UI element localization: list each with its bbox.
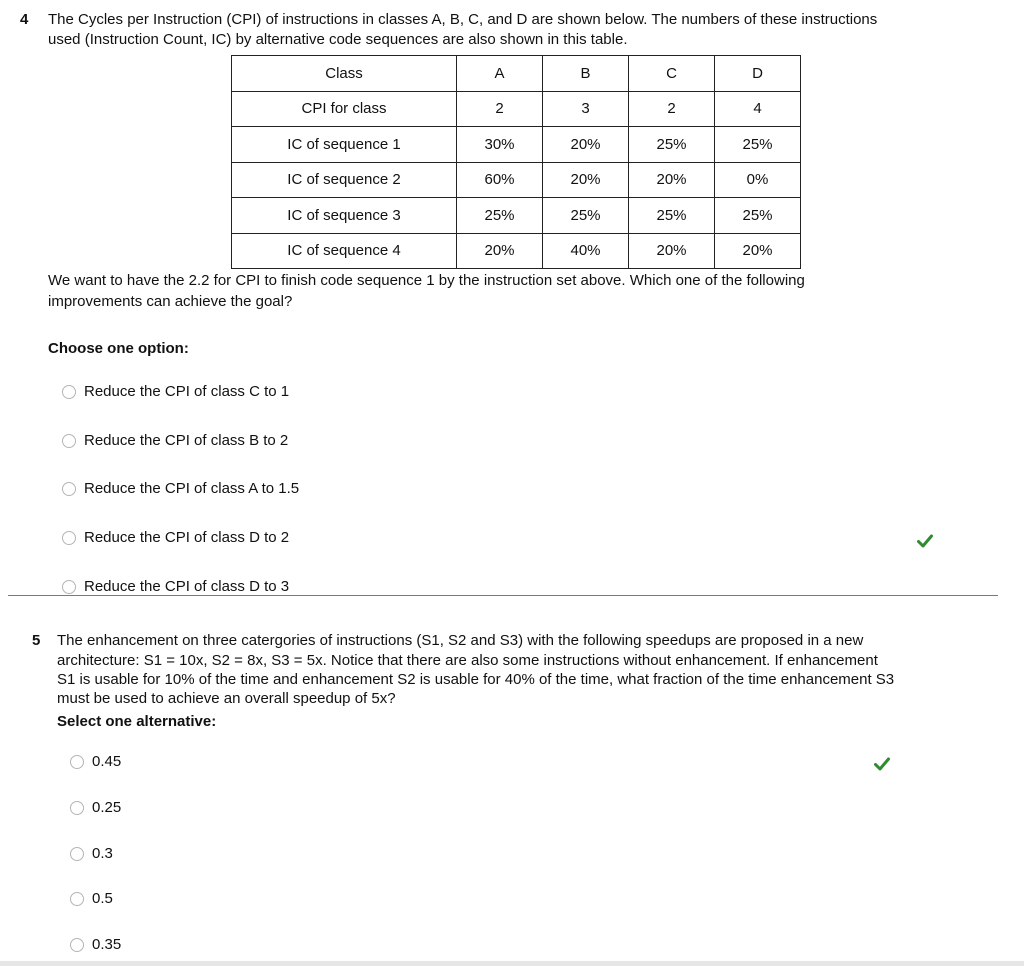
option-label: 0.5 <box>92 890 113 907</box>
option-label: 0.35 <box>92 936 122 953</box>
table-cell: 20% <box>457 233 543 269</box>
question-5-text-line-2: architecture: S1 = 10x, S2 = 8x, S3 = 5x. Notice that there are also some instructions without enhancement. If enhancement <box>57 652 878 669</box>
table-header-cell: D <box>715 56 801 92</box>
table-cell: CPI for class <box>232 91 457 127</box>
table-cell: 40% <box>543 233 629 269</box>
table-cell: IC of sequence 4 <box>232 233 457 269</box>
option-label: Reduce the CPI of class A to 1.5 <box>84 480 300 497</box>
table-row <box>232 91 801 127</box>
q4-option-3[interactable] <box>62 480 299 497</box>
table-cell: 20% <box>629 233 715 269</box>
table-cell: 60% <box>457 162 543 198</box>
table-header-cell: Class <box>232 56 457 92</box>
radio-icon[interactable] <box>62 531 76 545</box>
table-header-cell: B <box>543 56 629 92</box>
option-label: Reduce the CPI of class B to 2 <box>84 432 289 449</box>
question-4-text-line-1: The Cycles per Instruction (CPI) of instructions in classes A, B, C, and D are shown below. The numbers of these instructions <box>48 11 878 28</box>
option-label: 0.3 <box>92 845 113 862</box>
table-cell: 2 <box>629 91 715 127</box>
table-cell: 20% <box>543 162 629 198</box>
table-cell: 0% <box>715 162 801 198</box>
option-label: Reduce the CPI of class C to 1 <box>84 383 290 400</box>
table-row <box>232 233 801 269</box>
table-cell: IC of sequence 1 <box>232 127 457 163</box>
q5-option-2[interactable] <box>70 799 121 816</box>
table-header-cell: A <box>457 56 543 92</box>
table-row <box>232 127 801 163</box>
question-4-prompt: Choose one option: <box>48 340 189 357</box>
option-label: Reduce the CPI of class D to 2 <box>84 529 290 546</box>
radio-icon[interactable] <box>62 434 76 448</box>
question-5-number: 5 <box>32 632 41 649</box>
table-cell: 20% <box>543 127 629 163</box>
radio-icon[interactable] <box>62 580 76 594</box>
table-header-row <box>232 56 801 92</box>
question-4-followup-line-2: improvements can achieve the goal? <box>48 293 293 310</box>
question-4-number: 4 <box>20 11 29 28</box>
radio-icon[interactable] <box>62 385 76 399</box>
section-divider <box>8 595 998 596</box>
option-label: Reduce the CPI of class D to 3 <box>84 578 290 595</box>
check-icon <box>874 757 890 771</box>
option-label: 0.45 <box>92 753 122 770</box>
table-cell: IC of sequence 3 <box>232 198 457 234</box>
table-cell: 20% <box>629 162 715 198</box>
question-4-followup-line-1: We want to have the 2.2 for CPI to finish code sequence 1 by the instruction set above. Which one of the following <box>48 272 805 289</box>
table-header-cell: C <box>629 56 715 92</box>
question-5-text-line-3: S1 is usable for 10% of the time and enhancement S2 is usable for 40% of the time, what fraction of the time enhancement S3 <box>57 671 895 688</box>
radio-icon[interactable] <box>70 938 84 952</box>
radio-icon[interactable] <box>70 892 84 906</box>
q4-option-5[interactable] <box>62 578 289 595</box>
table-cell: 2 <box>457 91 543 127</box>
q4-option-1[interactable] <box>62 383 289 400</box>
table-cell: 3 <box>543 91 629 127</box>
table-cell: IC of sequence 2 <box>232 162 457 198</box>
option-label: 0.25 <box>92 799 122 816</box>
table-row <box>232 162 801 198</box>
radio-icon[interactable] <box>70 755 84 769</box>
cpi-table <box>231 55 801 269</box>
question-5-text-line-4: must be used to achieve an overall speedup of 5x? <box>57 690 396 707</box>
table-cell: 25% <box>629 198 715 234</box>
table-cell: 25% <box>629 127 715 163</box>
table-cell: 30% <box>457 127 543 163</box>
radio-icon[interactable] <box>70 801 84 815</box>
question-5-text-line-1: The enhancement on three catergories of instructions (S1, S2 and S3) with the following speedups are proposed in a new <box>57 632 864 649</box>
q4-option-4[interactable] <box>62 529 289 546</box>
q5-option-1[interactable] <box>70 753 121 770</box>
table-cell: 25% <box>543 198 629 234</box>
q5-option-3[interactable] <box>70 845 113 862</box>
q5-option-4[interactable] <box>70 890 113 907</box>
table-cell: 20% <box>715 233 801 269</box>
q5-option-5[interactable] <box>70 936 121 953</box>
question-5-prompt: Select one alternative: <box>57 713 217 730</box>
radio-icon[interactable] <box>62 482 76 496</box>
question-4-text-line-2: used (Instruction Count, IC) by alternative code sequences are also shown in this table. <box>48 31 628 48</box>
radio-icon[interactable] <box>70 847 84 861</box>
check-icon <box>917 534 933 548</box>
table-cell: 4 <box>715 91 801 127</box>
table-cell: 25% <box>715 127 801 163</box>
bottom-scroll-edge <box>0 961 1024 966</box>
table-cell: 25% <box>457 198 543 234</box>
table-cell: 25% <box>715 198 801 234</box>
q4-option-2[interactable] <box>62 432 288 449</box>
table-row <box>232 198 801 234</box>
